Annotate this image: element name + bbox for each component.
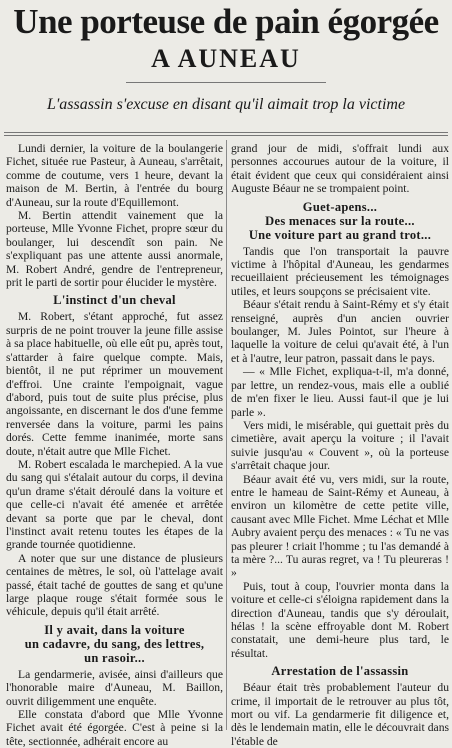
paragraph: A noter que sur une distance de plusieurs centaines de mètres, le sol, où l'attelage avait passé, était taché de gouttes de sang et qu'une large plaque rouge s'était formée sous le véhicule, depuis qu'il était arrêté.: [6, 551, 223, 619]
paragraph: Puis, tout à coup, l'ouvrier monta dans la voiture et celle-ci s'éloigna rapidement dans la direction d'Auneau, tandis que s'y déroulait, hélas ! la scène effroyable dont M. Robert constatait, une demi-heure plus tard, le résultat.: [231, 579, 449, 660]
paragraph: — « Mlle Fichet, expliqua-t-il, m'a donné, par lettre, un rendez-vous, mais elle a oublié de m'en fixer le lieu. Aussi faut-il que je lui parle ».: [231, 365, 449, 419]
paragraph: Béaur était très probablement l'auteur du crime, il importait de le retrouver au plus tôt, mort ou vif. La gendarmerie fit diligence et, dès le lendemain matin, elle le découvrait dans l'étable de: [231, 681, 449, 748]
section-heading: [231, 200, 449, 242]
paragraph: La gendarmerie, avisée, ainsi d'ailleurs que l'honorable maire d'Auneau, M. Baillon, ouvrit diligemment une enquête.: [6, 667, 223, 708]
heading-line: Des menaces sur la route...: [265, 213, 415, 228]
section-heading: Arrestation de l'assassin: [271, 664, 409, 679]
headline: Une porteuse de pain égorgée: [13, 2, 439, 41]
paragraph: M. Robert, s'étant approché, fut assez surpris de ne point trouver la jeune fille assise à sa place habituelle, où elle eût pu, après tout, s'attarder à faire quelque compte. Mais, bientôt, il ne put réprimer un mouvement d'effroi. Une crainte l'empoignait, vague d'abord, puis tout de suite plus précise, plus angoissante, en discernant le dos d'une femme renversée dans la voiture, parmi les pains dorés. Cette femme inanimée, morte sans doute, n'était autre que Mlle Fichet.: [6, 310, 223, 458]
heading-line: Il y avait, dans la voiture: [44, 622, 185, 637]
heading-line: un rasoir...: [84, 650, 145, 665]
paragraph: Béaur s'était rendu à Saint-Rémy et s'y était renseigné, auprès d'un ancien ouvrier boulanger, M. Jules Pointot, sur l'heure à laquelle la voiture de celui qu'avait été, à l'un et à l'autre, leur patron, passait dans le pays.: [231, 298, 449, 365]
paragraph: Vers midi, le misérable, qui guettait près du cimetière, avait aperçu la voiture ; il l'avait suivie jusqu'au « Couvent », où la porteuse s'arrêtait chaque jour.: [231, 418, 449, 473]
subheadline-location: A AUNEAU: [151, 44, 301, 73]
paragraph: Tandis que l'on transportait la pauvre victime à l'hôpital d'Auneau, les gendarmes recueillaient précieusement les témoignages utiles, et leurs soupçons se précisaient vite.: [231, 244, 449, 298]
paragraph: grand jour de midi, s'offrait lundi aux personnes accourues autour de la voiture, il était évident que ceux qui considéraient ainsi Auguste Béaur ne se trompaient point.: [231, 142, 449, 196]
short-rule: [126, 82, 326, 83]
heading-line: Une voiture part au grand trot...: [248, 227, 432, 242]
paragraph: Lundi dernier, la voiture de la boulangerie Fichet, située rue Pasteur, à Auneau, s'arrêtait, comme de coutume, vers 1 heure, devant la maison de M. Bertin, à l'entrée du bourg d'Auneau, sur la route d'Equillemont.: [6, 142, 223, 209]
paragraph: Béaur avait été vu, vers midi, sur la route, entre le hameau de Saint-Rémy et Auneau, à environ un kilomètre de cette petite ville, causant avec Mlle Fichet. Mme Léchat et Mlle Aubry avaient perçu des menaces : « Tu ne vas pas pleurer ! criait l'homme ; tu l'as demandé à ta mère ?... Tu auras regret, va ! Tu pleureras ! »: [231, 472, 449, 580]
paragraph: M. Bertin attendit vainement que la porteuse, Mlle Yvonne Fichet, propre sœur du boulanger, lui descendît son pain. Ne s'expliquant pas une attente aussi anormale, M. Robert André, gendre de l'entrepreneur, prit le parti de sortir pour élucider le mystère.: [6, 209, 223, 290]
top-rule-1: [4, 132, 448, 133]
paragraph: Elle constata d'abord que Mlle Yvonne Fichet avait été égorgée. C'est à peine si la tête, sectionnée, adhérait encore au: [6, 708, 223, 748]
section-heading: L'instinct d'un cheval: [53, 293, 176, 308]
heading-line: Guet-apens...: [302, 199, 378, 214]
deck-line: L'assassin s'excuse en disant qu'il aimait trop la victime: [46, 96, 406, 113]
column-divider: [226, 140, 227, 730]
top-rule-2: [4, 135, 448, 136]
heading-line: un cadavre, du sang, des lettres,: [24, 636, 205, 651]
left-column: [6, 142, 223, 748]
paragraph: M. Robert escalada le marchepied. A la vue du sang qui s'étalait autour du corps, il devina qu'un drame s'était déroulé dans la voiture et que celle-ci n'avait été amenée et arrêtée devant sa porte que par le cheval, dont l'instinct avait retenu toutes les étapes de la grande tournée quotidienne.: [6, 457, 223, 552]
right-column: [231, 142, 449, 748]
section-heading: [6, 623, 223, 665]
